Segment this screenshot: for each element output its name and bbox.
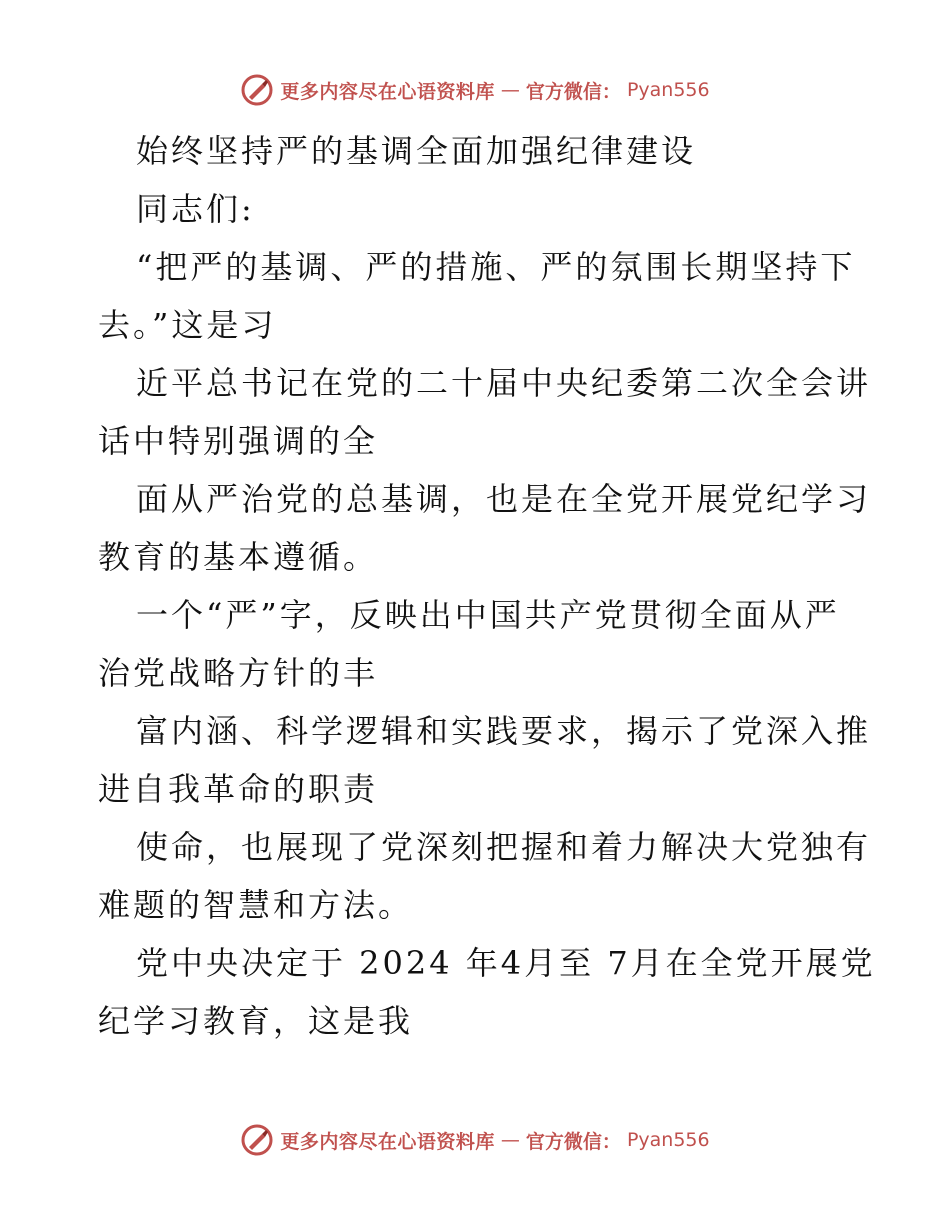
text-line: 难题的智慧和方法。 [98,886,414,924]
banner-text: 更多内容尽在心语资料库 [280,1130,495,1153]
document-title: 始终坚持严的基调全面加强纪律建设 [136,132,697,170]
text-line: 富内涵、科学逻辑和实践要求，揭示了党深入推 [136,712,872,750]
pen-logo-icon [240,73,274,107]
banner-separator: — [500,1129,520,1151]
banner-separator: — [500,79,520,101]
salutation: 同志们: [136,190,255,228]
text-line: 一个“严”字，反映出中国共产党贯彻全面从严 [136,596,840,634]
text-line: 治党战略方针的丰 [98,654,379,692]
banner-wechat-label: 官方微信： [525,80,621,103]
text-line: 使命，也展现了党深刻把握和着力解决大党独有 [136,828,872,866]
text-line: 进自我革命的职责 [98,770,379,808]
banner-text: 更多内容尽在心语资料库 [280,80,495,103]
text-line: 面从严治党的总基调，也是在全党开展党纪学习 [136,480,872,518]
header-banner [0,70,950,110]
text-line: 去。”这是习 [98,306,277,344]
text-line: 纪学习教育，这是我 [98,1002,414,1040]
pen-logo-icon [240,1123,274,1157]
banner-wechat-id: Pyan556 [626,1129,710,1151]
text-line: 近平总书记在党的二十届中央纪委第二次全会讲 [136,364,872,402]
text-line: 教育的基本遵循。 [98,538,379,576]
banner-wechat-label: 官方微信： [525,1130,621,1153]
document-body [98,122,876,1050]
banner-wechat-id: Pyan556 [626,79,710,101]
text-line: “把严的基调、严的措施、严的氛围长期坚持下 [136,248,856,286]
text-line: 话中特别强调的全 [98,422,379,460]
footer-banner [0,1120,950,1160]
text-line: 党中央决定于 2024 年4月至 7月在全党开展党 [136,944,876,982]
